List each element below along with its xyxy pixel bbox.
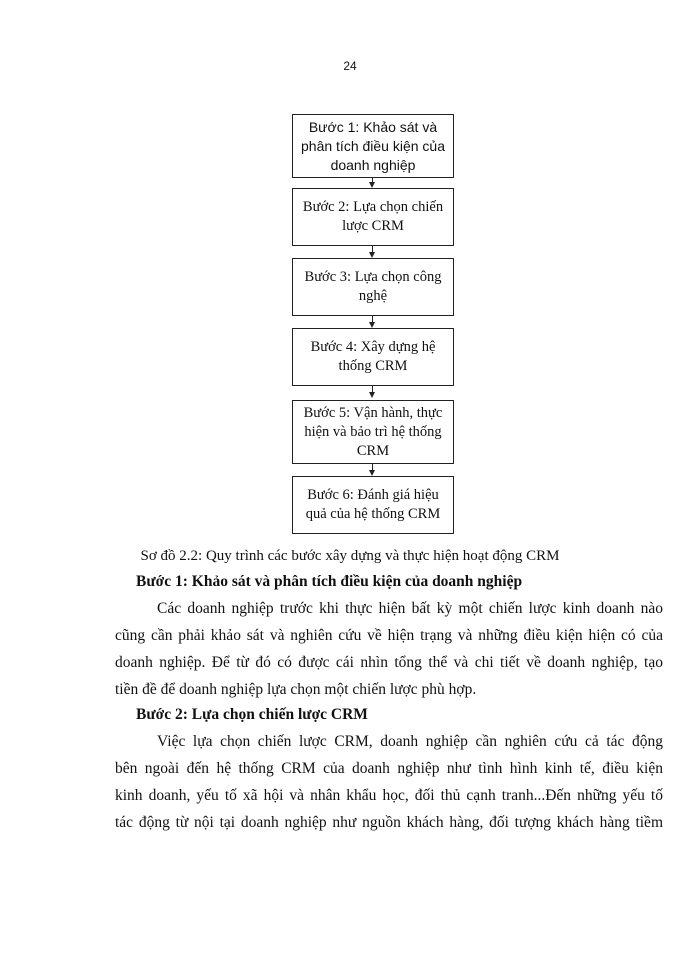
flow-step-1: Bước 1: Khảo sát và phân tích điều kiện của doanh nghiệp bbox=[292, 114, 454, 178]
flow-step-4: Bước 4: Xây dựng hệ thống CRM bbox=[292, 328, 454, 386]
flow-step-3: Bước 3: Lựa chọn công nghệ bbox=[292, 258, 454, 316]
paragraph-line: bên ngoài đến hệ thống CRM của doanh nghiệp như tình hình kinh tế, điều kiện bbox=[115, 760, 663, 777]
arrow-down-icon bbox=[369, 392, 375, 398]
section-heading-step-1: Bước 1: Khảo sát và phân tích điều kiện của doanh nghiệp bbox=[136, 573, 523, 590]
flow-step-6: Bước 6: Đánh giá hiệu quả của hệ thống CRM bbox=[292, 476, 454, 534]
paragraph-line: Việc lựa chọn chiến lược CRM, doanh nghiệp cần nghiên cứu cả tác động bbox=[157, 733, 663, 750]
page-number: 24 bbox=[343, 59, 357, 73]
paragraph-line: Các doanh nghiệp trước khi thực hiện bất kỳ một chiến lược kinh doanh nào bbox=[157, 600, 663, 617]
paragraph-line: tác động từ nội tại doanh nghiệp như nguồn khách hàng, đối tượng khách hàng tiềm bbox=[115, 814, 663, 831]
section-heading-step-2: Bước 2: Lựa chọn chiến lược CRM bbox=[136, 706, 368, 723]
paragraph-line: doanh nghiệp. Để từ đó có được cái nhìn tổng thể và chi tiết về doanh nghiệp, tạo bbox=[115, 654, 663, 671]
paragraph-line: kinh doanh, yếu tố xã hội và nhân khẩu học, đối thủ cạnh tranh...Đến những yếu tố bbox=[115, 787, 663, 804]
paragraph-line: cũng cần phải khảo sát và nghiên cứu về hiện trạng và những điều kiện hiện có của bbox=[115, 627, 663, 644]
diagram-caption: Sơ đồ 2.2: Quy trình các bước xây dựng và thực hiện hoạt động CRM bbox=[140, 548, 560, 564]
flow-step-5: Bước 5: Vận hành, thực hiện và bảo trì hệ thống CRM bbox=[292, 400, 454, 464]
paragraph-line: tiền đề để doanh nghiệp lựa chọn một chiến lược phù hợp. bbox=[115, 681, 477, 698]
flow-step-2: Bước 2: Lựa chọn chiến lược CRM bbox=[292, 188, 454, 246]
